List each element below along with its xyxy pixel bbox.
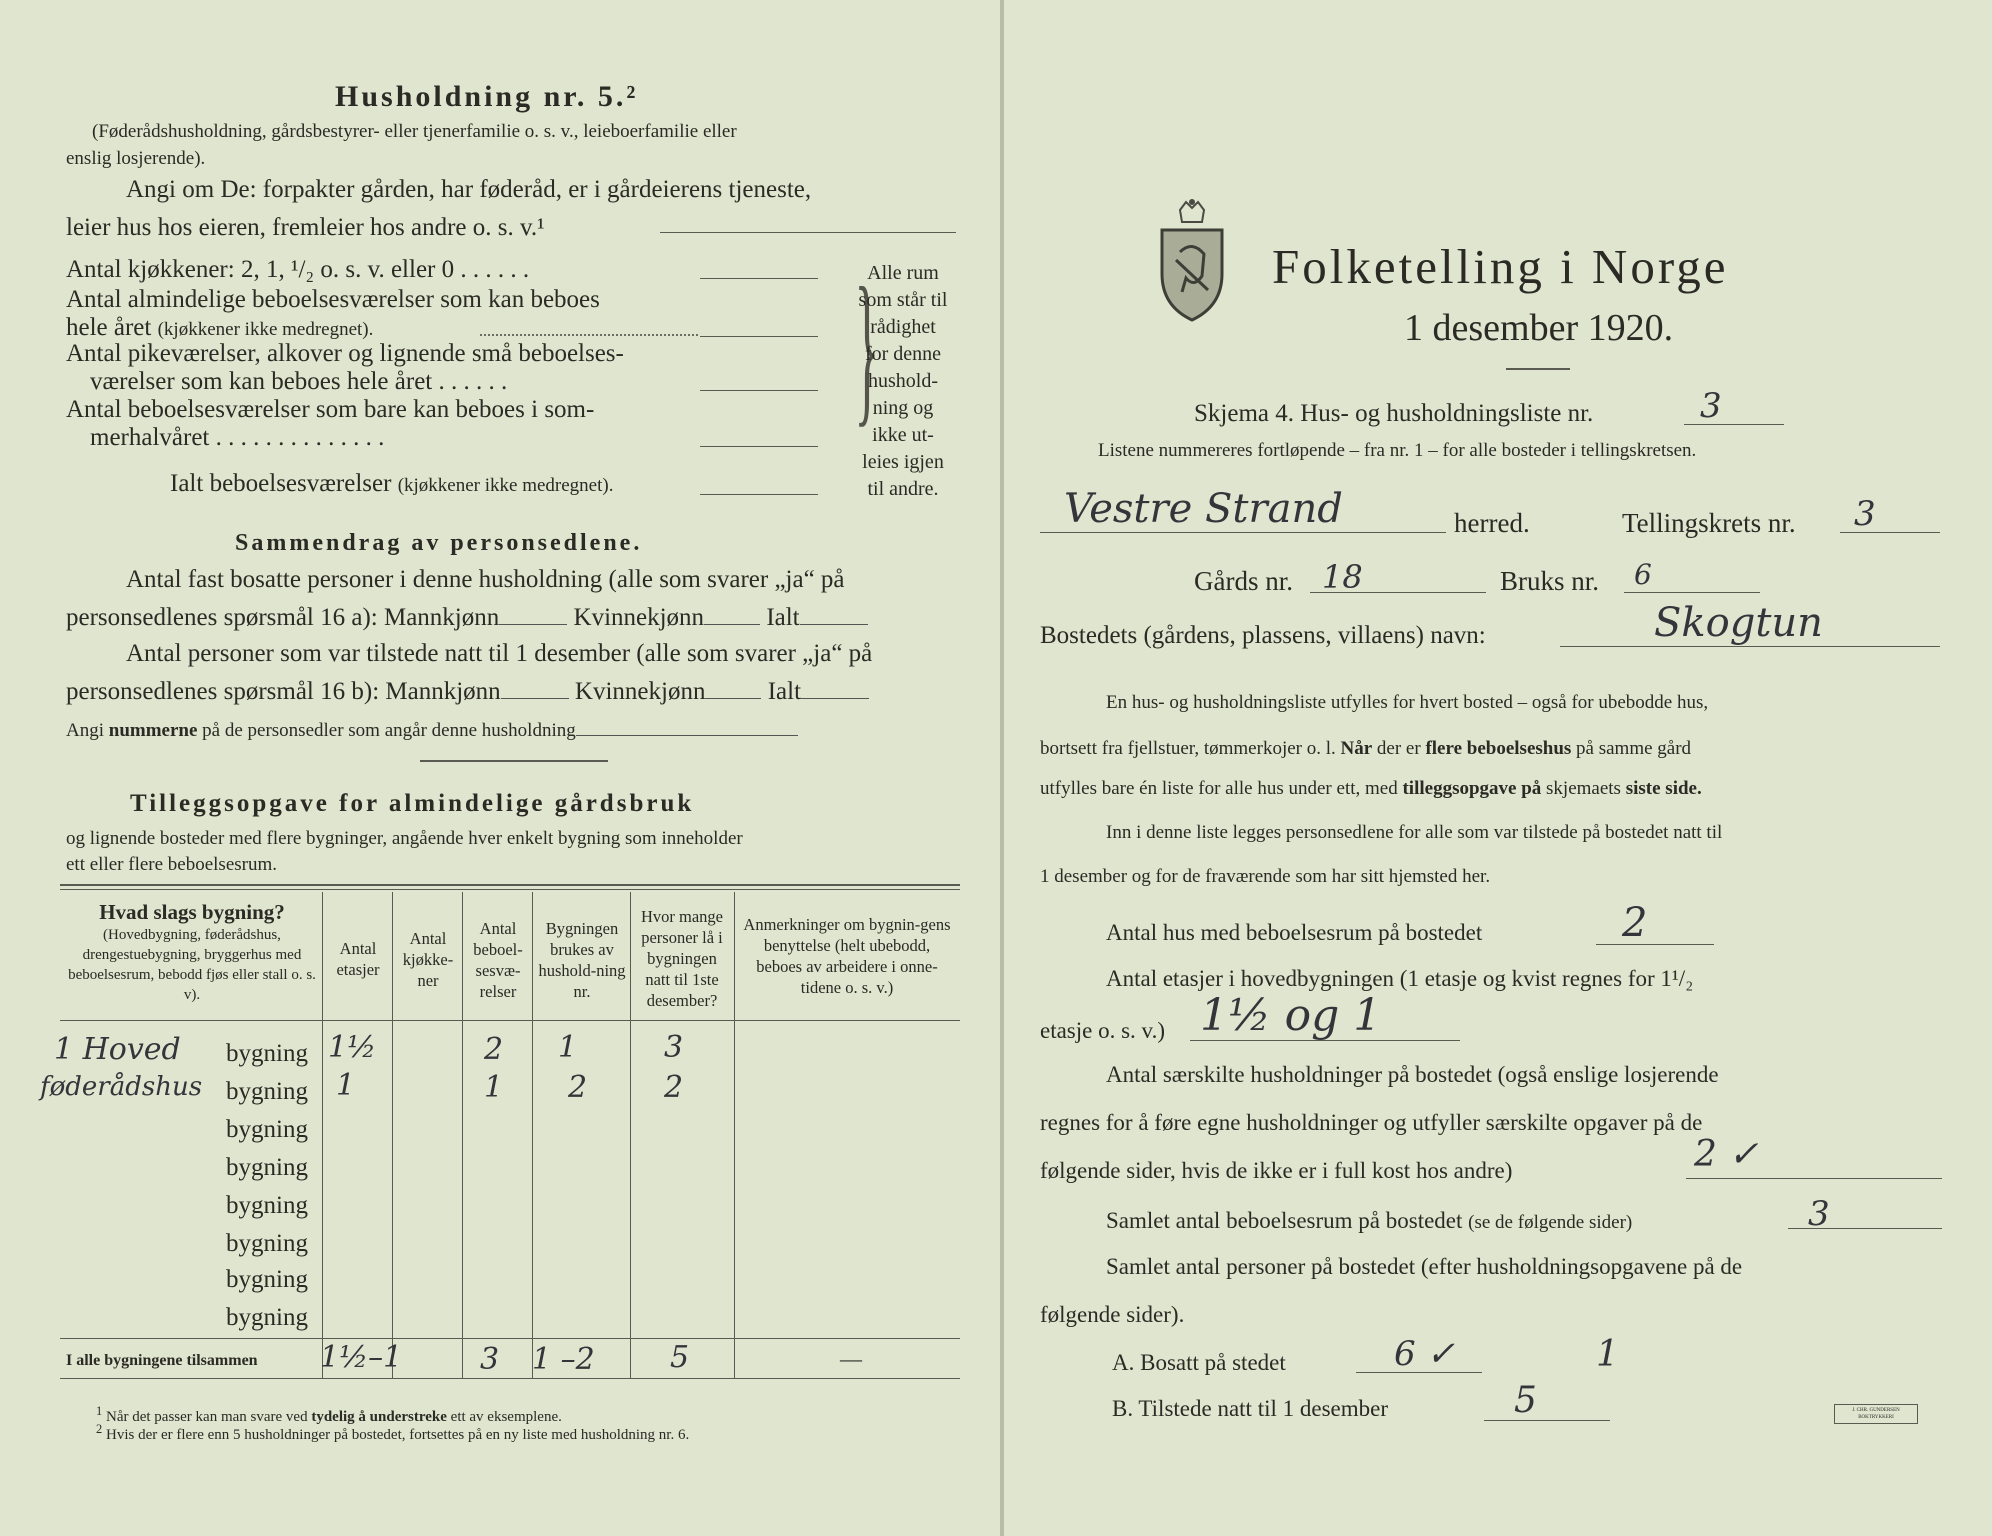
row-rooms: 2 [484,1032,504,1067]
footnote-2: $^2$ Hvis der er flere enn 5 husholdninger på bostedet, fortsettes på en ny liste med husholdning nr. 6. [96,1422,690,1443]
rooms-label: Samlet antal beboelsesrum på bostedet (se de følgende sider) [1106,1208,1633,1233]
persons-line-2: følgende sider). [1040,1302,1185,1327]
numbering-note: Listene nummereres fortløpende – fra nr. 1 – for alle bosteder i tellingskretsen. [1098,440,1697,461]
schema-label: Skjema 4. Hus- og husholdningsliste nr. [1194,400,1594,427]
side-note: Alle rum som står til rådighet for denne hushold- ning og ikke ut- leies igjen til andre. [858,262,948,500]
table-row: bygning [226,1154,308,1181]
printer-stamp: J. CHR. GUNDERSEN BOKTRYKKERI [1834,1404,1918,1424]
table-row: bygning [226,1116,308,1143]
header-persons: Hvor mange personer lå i bygningen natt til 1ste desember? [640,907,724,1010]
summary-p1-line-2: personsedlenes spørsmål 16 a): Mannkjønn Kvinnekjønn Ialt [66,604,868,632]
households-line-1: Antal særskilte husholdninger på bostedet (også enslige losjerende [1106,1062,1719,1087]
table-row: bygning [226,1192,308,1219]
household-title: Husholdning nr. 5.² [335,80,639,113]
coat-of-arms-icon [1156,196,1228,324]
row-building-name: føderådshus [40,1072,203,1102]
houses-value: 2 [1622,900,1648,946]
table-row: bygning [226,1266,308,1293]
total-persons: 5 [670,1340,690,1375]
households-line-2: regnes for å føre egne husholdninger og utfyller særskilte opgaver på de [1040,1110,1703,1135]
floors-line-2: etasje o. s. v.) [1040,1018,1165,1043]
gards-label: Gårds nr. [1194,566,1293,596]
household-note: (Føderådshusholdning, gårdsbestyrer- eller tjenerfamilie o. s. v., leieboerfamilie eller [92,121,737,142]
table-row: bygning [226,1304,308,1331]
row-persons: 3 [664,1030,684,1065]
summary-p1-line-1: Antal fast bosatte personer i denne husholdning (alle som svarer „ja“ på [126,566,845,593]
page-title: Folketelling i Norge [1272,239,1729,294]
instruction-1-line-2: bortsett fra fjellstuer, tømmerkojer o. l. Når der er flere beboelseshus på samme gård [1040,738,1692,759]
instruction-1-line-1: En hus- og husholdningsliste utfylles for hvert bosted – også for ubebodde hus, [1106,692,1709,713]
bosted-value: Skogtun [1654,600,1823,646]
total-rooms: 3 [480,1342,500,1377]
bruks-value: 6 [1634,558,1652,591]
krets-value: 3 [1854,494,1876,534]
summary-p2-line-2: personsedlenes spørsmål 16 b): Mannkjønn Kvinnekjønn Ialt [66,678,869,706]
total-household: 1 –2 [532,1342,595,1377]
resident-label: A. Bosatt på stedet [1112,1350,1286,1375]
summary-p2-line-1: Antal personer som var tilstede natt til 1 desember (alle som svarer „ja“ på [126,640,873,667]
header-kitchens: Antal kjøkke-ner [402,929,454,990]
resident-extra: 1 [1596,1334,1619,1375]
header-rooms: Antal beboel-sesvæ-relser [473,919,523,1001]
row-floors: 1 [336,1068,356,1103]
angi-line-2: leier hus hos eieren, fremleier hos andre o. s. v.¹ [66,214,545,241]
summer-rooms-line-1: Antal beboelsesværelser som bare kan beboes i som- [66,396,595,423]
instruction-2-line-1: Inn i denne liste legges personsedlene for alle som var tilstede på bostedet natt til [1106,822,1723,843]
total-remarks: — [840,1346,862,1371]
total-label: I alle bygningene tilsammen [66,1352,258,1369]
header-building: Hvad slags bygning? (Hovedbygning, føderådshus, drengestuebygning, bryggerhus med beboelsesrum, bebodd fjøs eller stall o. s. v). [68,900,316,1003]
persons-line-1: Samlet antal personer på bostedet (efter husholdningsopgavene på de [1106,1254,1743,1279]
header-floors: Antal etasjer [336,939,380,979]
row-floors: 1½ [328,1030,377,1065]
present-label: B. Tilstede natt til 1 desember [1112,1396,1388,1421]
header-household-no: Bygningen brukes av hushold-ning nr. [538,919,626,1001]
summary-title: Sammendrag av personsedlene. [235,530,643,556]
row-rooms: 1 [484,1070,504,1105]
rooms-year-line-2: hele året (kjøkkener ikke medregnet). [66,314,374,341]
right-page [1004,0,1992,1536]
row-persons: 2 [664,1070,684,1105]
floors-value: 1½ og 1 [1200,990,1382,1041]
farm-title: Tilleggsopgave for almindelige gårdsbruk [130,790,695,817]
summer-rooms-line-2: merhalvåret . . . . . . . . . . . . . . [90,424,385,451]
row-household: 2 [568,1070,588,1105]
herred-label: herred. [1454,508,1530,538]
bruks-label: Bruks nr. [1500,566,1600,596]
instruction-2-line-2: 1 desember og for de fraværende som har sitt hjemsted her. [1040,866,1491,887]
row-building-name: 1 Hoved [54,1032,181,1067]
farm-subtitle-2: ett eller flere beboelsesrum. [66,854,278,875]
angi-nummerne: Angi nummerne på de personsedler som angår denne husholdning [66,720,798,742]
total-rooms-label: Ialt beboelsesværelser (kjøkkener ikke medregnet). [170,470,614,497]
krets-label: Tellingskrets nr. [1622,508,1796,538]
header-remarks: Anmerkninger om bygnin-gens benyttelse (helt ubebodd, beboes av arbeidere i onne-tidene o. s. v.) [743,915,951,997]
row-building-word: bygning [226,1078,308,1105]
households-line-3: følgende sider, hvis de ikke er i full kost hos andre) [1040,1158,1513,1183]
side-brace: } [854,253,880,441]
gards-value: 18 [1322,558,1363,596]
farm-subtitle-1: og lignende bosteder med flere bygninger, angående hver enkelt bygning som inneholder [66,828,743,849]
bosted-label: Bostedets (gårdens, plassens, villaens) navn: [1040,622,1486,649]
rooms-year-line-1: Antal almindelige beboelsesværelser som kan beboes [66,286,600,313]
total-floors: 1½–1 [320,1340,403,1375]
houses-label: Antal hus med beboelsesrum på bostedet [1106,920,1483,945]
kitchens-label: Antal kjøkkener: 2, 1, ¹/₂ o. s. v. eller 0 . . . . . . [66,256,530,283]
households-value: 2 ✓ [1694,1134,1759,1175]
maid-rooms-line-1: Antal pikeværelser, alkover og lignende små beboelses- [66,340,624,367]
rooms-value: 3 [1808,1194,1830,1234]
herred-value: Vestre Strand [1064,486,1343,532]
angi-line-1: Angi om De: forpakter gården, har føderåd, er i gårdeierens tjeneste, [126,176,812,203]
present-value: 5 [1514,1380,1537,1421]
resident-value: 6 ✓ [1394,1334,1455,1374]
row-household: 1 [558,1030,578,1065]
household-note-2: enslig losjerende). [66,148,206,169]
census-date: 1 desember 1920. [1404,307,1674,349]
instruction-1-line-3: utfylles bare én liste for alle hus under ett, med tilleggsopgave på skjemaets siste side. [1040,778,1702,799]
footnote-1: $^1$ Når det passer kan man svare ved tydelig å understreke ett av eksemplene. [96,1404,562,1425]
table-row: bygning [226,1230,308,1257]
schema-number: 3 [1700,386,1722,426]
maid-rooms-line-2: værelser som kan beboes hele året . . . . . . [90,368,508,395]
row-building-word: bygning [226,1040,308,1067]
floors-line-1: Antal etasjer i hovedbygningen (1 etasje og kvist regnes for 1¹/₂ [1106,966,1694,991]
